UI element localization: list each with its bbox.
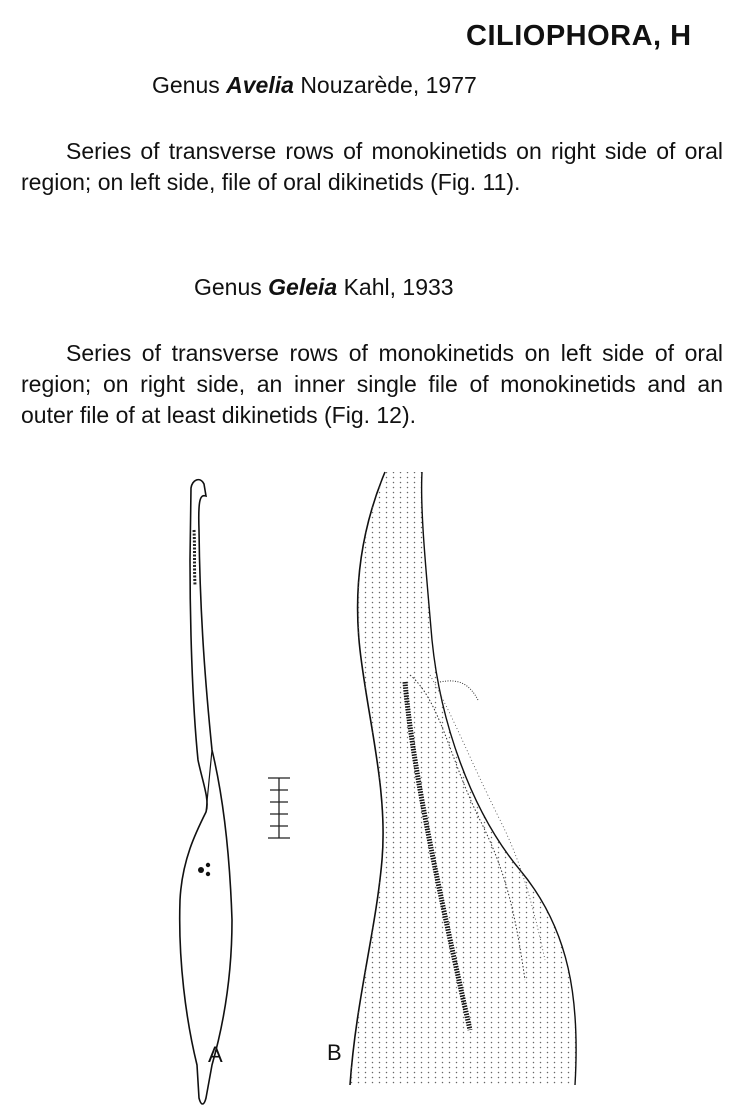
- genus-prefix: Genus: [152, 72, 220, 98]
- genus-prefix: Genus: [194, 274, 262, 300]
- panel-a-cell-drawing: [180, 480, 232, 1104]
- genus-author: Nouzarède, 1977: [300, 72, 477, 98]
- genus-name: Geleia: [268, 274, 338, 300]
- page-header-title: CILIOPHORA, H: [466, 20, 692, 52]
- paragraph-text: Series of transverse rows of monokinetids on left side of oral region; on right side, an inner single file of monokinetids and an outer file of at least dikinetids (Fig. 12).: [21, 340, 723, 428]
- panel-b-oral-region-drawing: [350, 472, 576, 1085]
- genus-author: Kahl, 1933: [343, 274, 454, 300]
- panel-label-a: A: [208, 1042, 223, 1067]
- nucleus-dot: [198, 867, 204, 873]
- genus-heading-avelia: [152, 72, 477, 99]
- panel-label-b: B: [327, 1040, 342, 1065]
- paragraph-geleia: [21, 338, 723, 431]
- genus-name: Avelia: [226, 72, 294, 98]
- paragraph-text: Series of transverse rows of monokinetids on right side of oral region; on left side, file of oral dikinetids (Fig. 11).: [21, 138, 723, 195]
- scale-bar: [268, 778, 290, 838]
- figure-12-illustration: [0, 460, 742, 1110]
- paragraph-avelia: [21, 136, 723, 198]
- genus-heading-geleia: [194, 274, 454, 301]
